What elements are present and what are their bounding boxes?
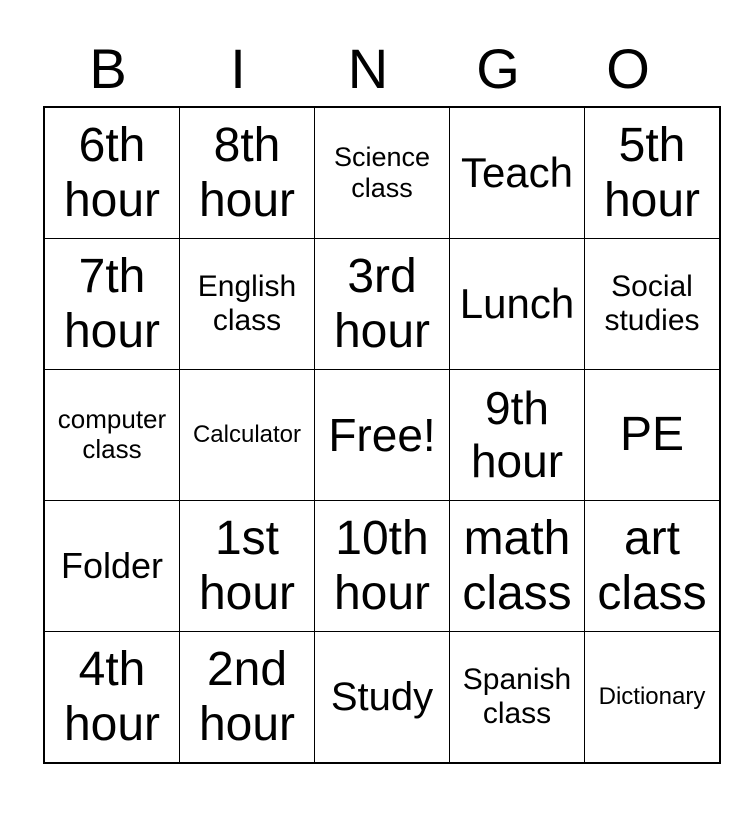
bingo-cell-r3c1[interactable]: computer class (44, 370, 180, 501)
bingo-card (43, 37, 707, 764)
bingo-cell-r2c1[interactable]: 7th hour (44, 239, 180, 370)
grid-row-4 (44, 501, 720, 632)
bingo-cell-r5c3[interactable]: Study (315, 632, 450, 764)
bingo-cell-r5c2[interactable]: 2nd hour (180, 632, 315, 764)
bingo-cell-r2c4[interactable]: Lunch (450, 239, 585, 370)
grid-row-3 (44, 370, 720, 501)
bingo-cell-r2c2[interactable]: English class (180, 239, 315, 370)
bingo-letter-i: I (230, 37, 246, 100)
bingo-cell-r4c4[interactable]: math class (450, 501, 585, 632)
bingo-grid (43, 106, 721, 764)
bingo-cell-r3c2[interactable]: Calculator (180, 370, 315, 501)
bingo-cell-r5c1[interactable]: 4th hour (44, 632, 180, 764)
bingo-cell-r1c3[interactable]: Science class (315, 107, 450, 239)
bingo-cell-r2c3[interactable]: 3rd hour (315, 239, 450, 370)
bingo-cell-r5c5[interactable]: Dictionary (585, 632, 721, 764)
bingo-cell-r4c1[interactable]: Folder (44, 501, 180, 632)
bingo-letter-o: O (606, 37, 650, 100)
bingo-title (43, 37, 693, 100)
bingo-cell-r1c1[interactable]: 6th hour (44, 107, 180, 239)
grid-row-1 (44, 107, 720, 239)
bingo-cell-r5c4[interactable]: Spanish class (450, 632, 585, 764)
bingo-cell-r4c3[interactable]: 10th hour (315, 501, 450, 632)
bingo-cell-r4c5[interactable]: art class (585, 501, 721, 632)
bingo-letter-g: G (476, 37, 520, 100)
bingo-cell-r3c4[interactable]: 9th hour (450, 370, 585, 501)
bingo-cell-r3c5[interactable]: PE (585, 370, 721, 501)
grid-row-2 (44, 239, 720, 370)
bingo-cell-r1c5[interactable]: 5th hour (585, 107, 721, 239)
bingo-cell-r2c5[interactable]: Social studies (585, 239, 721, 370)
bingo-cell-r4c2[interactable]: 1st hour (180, 501, 315, 632)
bingo-cell-r3c3-free[interactable]: Free! (315, 370, 450, 501)
bingo-cell-r1c2[interactable]: 8th hour (180, 107, 315, 239)
bingo-letter-b: B (89, 37, 127, 100)
grid-row-5 (44, 632, 720, 764)
bingo-letter-n: N (347, 37, 389, 100)
bingo-cell-r1c4[interactable]: Teach (450, 107, 585, 239)
